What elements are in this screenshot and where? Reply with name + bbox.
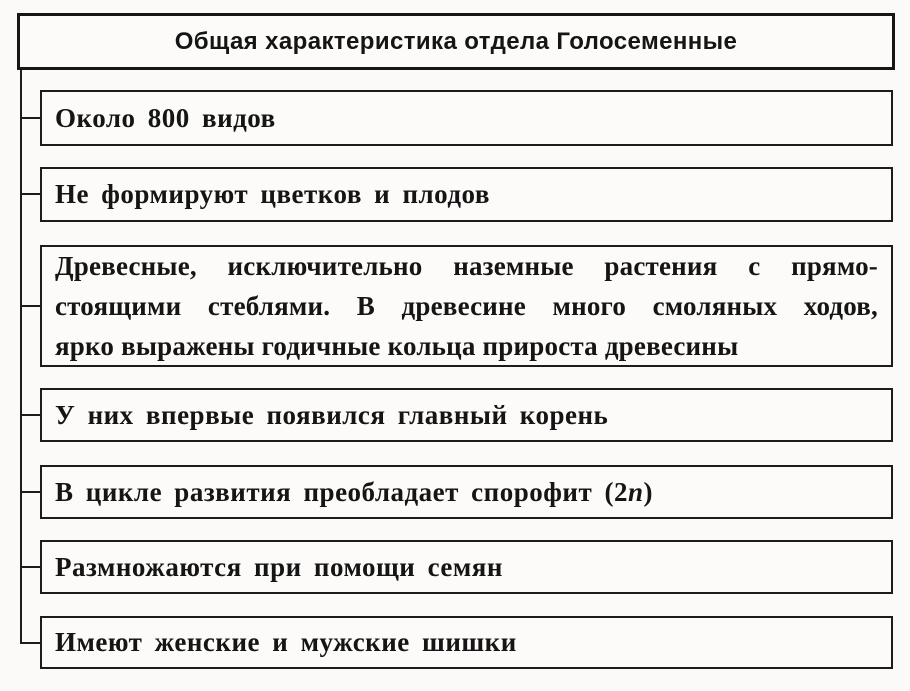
- item-text-seed-reproduction: Размножаются при помощи семян: [55, 551, 503, 582]
- item-text-no-flowers: Не формируют цветков и плодов: [55, 179, 490, 209]
- item-text-cones: Имеют женские и мужские шишки: [55, 627, 517, 657]
- connector-stub-1: [20, 117, 40, 119]
- sporophyte-text-before: В цикле развития преобладает спорофит (2: [55, 476, 628, 507]
- item-text-woody-line-2: стоящими стеблями. В древесине много смоляных ходов,: [55, 291, 878, 321]
- title-box: [17, 13, 895, 70]
- item-box-cones: [40, 616, 893, 669]
- connector-stub-2: [20, 193, 40, 195]
- item-text-woody-line-3: ярко выражены годичные кольца прироста древесины: [55, 331, 739, 361]
- item-box-no-flowers: [40, 167, 893, 222]
- connector-spine: [20, 69, 22, 644]
- connector-stub-4: [20, 414, 40, 416]
- sporophyte-text-after: ): [643, 476, 654, 507]
- item-text-sporophyte: [55, 477, 878, 508]
- ploidy-variable: n: [627, 476, 644, 507]
- item-box-species-count: [40, 90, 893, 146]
- item-text-main-root: У них впервые появился главный корень: [55, 399, 609, 430]
- diagram-title: Общая характеристика отдела Голосеменные: [174, 27, 738, 55]
- item-box-sporophyte: [40, 465, 893, 519]
- connector-stub-3: [20, 305, 40, 307]
- connector-stub-5: [20, 491, 40, 493]
- item-box-seed-reproduction: [40, 540, 893, 594]
- item-box-woody-plants: [40, 245, 893, 367]
- connector-stub-6: [20, 566, 40, 568]
- item-text-species-count: Около 800 видов: [55, 102, 276, 133]
- item-text-woody-line-1: Древесные, исключительно наземные растения с прямо-: [55, 251, 878, 281]
- item-box-main-root: [40, 388, 893, 442]
- connector-stub-7: [20, 642, 40, 644]
